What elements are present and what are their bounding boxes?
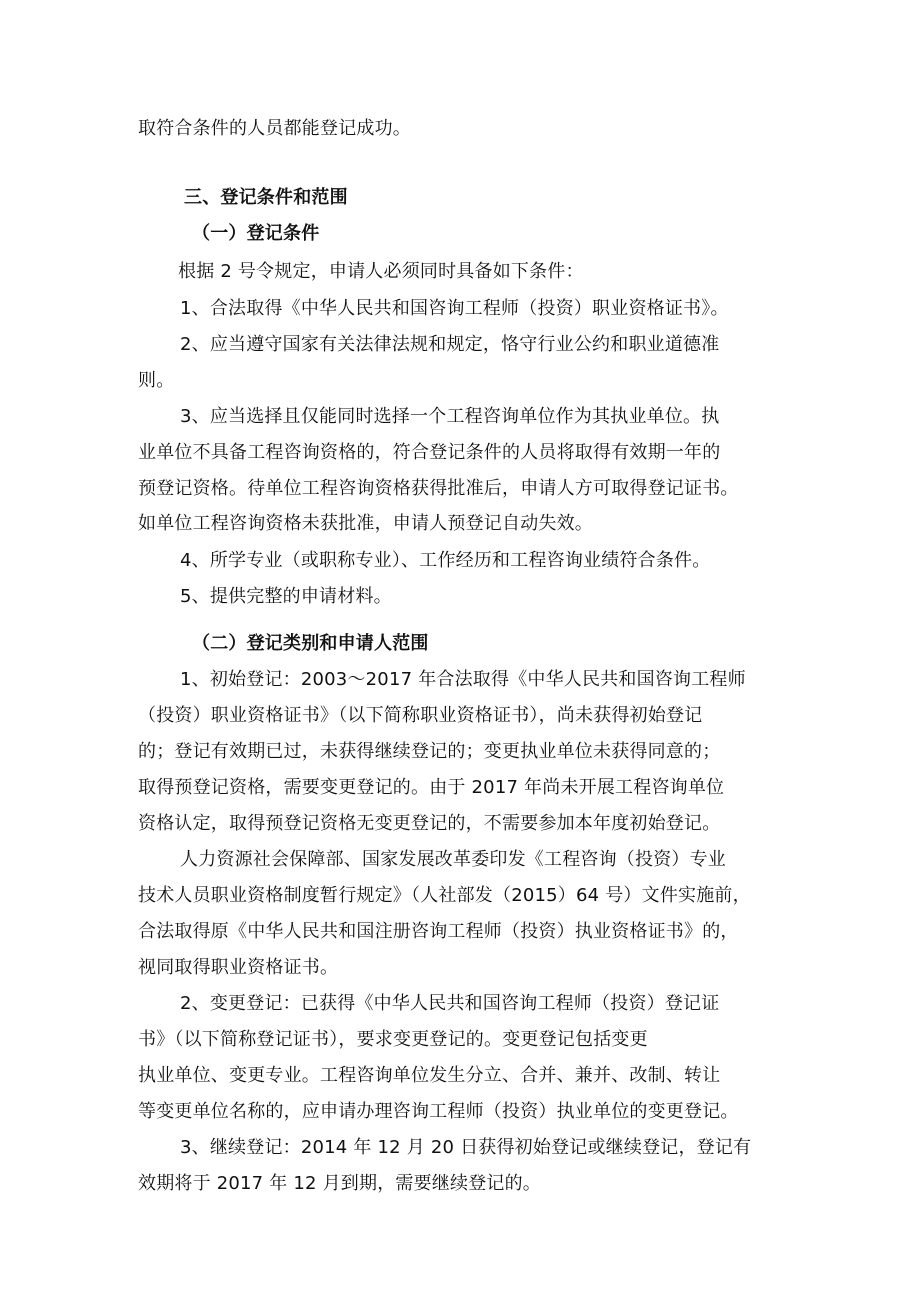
subsection-heading: （二）登记类别和申请人范围 [192, 633, 429, 654]
list-item: 1、合法取得《中华人民共和国咨询工程师（投资）职业资格证书》。 [180, 298, 729, 319]
text-line: 效期将于 2017 年 12 月到期，需要继续登记的。 [138, 1173, 541, 1194]
text-line: 取得预登记资格，需要变更登记的。由于 2017 年尚未开展工程咨询单位 [138, 777, 725, 798]
text-line: 根据 2 号令规定，申请人必须同时具备如下条件： [178, 261, 584, 282]
text-line: 技术人员职业资格制度暂行规定》（人社部发（2015）64 号）文件实施前， [138, 885, 751, 906]
text-line: 资格认定，取得预登记资格无变更登记的，不需要参加本年度初始登记。 [138, 813, 721, 834]
text-line: 的；登记有效期已过，未获得继续登记的；变更执业单位未获得同意的； [138, 741, 721, 762]
list-item: 3、应当选择且仅能同时选择一个工程咨询单位作为其执业单位。执 [180, 406, 720, 427]
text-line: 视同取得职业资格证书。 [138, 957, 339, 978]
text-line: 人力资源社会保障部、国家发展改革委印发《工程咨询（投资）专业 [180, 849, 726, 870]
text-line: 合法取得原《中华人民共和国注册咨询工程师（投资）执业资格证书》的， [138, 921, 739, 942]
text-line: 执业单位、变更专业。工程咨询单位发生分立、合并、兼并、改制、转让 [138, 1065, 721, 1086]
text-line: 取符合条件的人员都能登记成功。 [138, 118, 411, 139]
text-line: 书》（以下简称登记证书），要求变更登记的。变更登记包括变更 [138, 1029, 648, 1050]
text-line: 如单位工程咨询资格未获批准，申请人预登记自动失效。 [138, 513, 593, 534]
list-item: 3、继续登记：2014 年 12 月 20 日获得初始登记或继续登记，登记有 [180, 1137, 752, 1158]
list-item: 2、应当遵守国家有关法律法规和规定，恪守行业公约和职业道德准 [180, 334, 720, 355]
text-line: 等变更单位名称的，应申请办理咨询工程师（投资）执业单位的变更登记。 [138, 1101, 739, 1122]
text-line: 预登记资格。待单位工程咨询资格获得批准后，申请人方可取得登记证书。 [138, 478, 739, 499]
list-item: 4、所学专业（或职称专业）、工作经历和工程咨询业绩符合条件。 [180, 550, 711, 571]
section-heading: 三、登记条件和范围 [184, 187, 348, 208]
text-line: 业单位不具备工程咨询资格的，符合登记条件的人员将取得有效期一年的 [138, 442, 721, 463]
list-item: 1、初始登记：2003～2017 年合法取得《中华人民共和国咨询工程师 [180, 669, 746, 690]
subsection-heading: （一）登记条件 [192, 223, 320, 244]
text-line: （投资）职业资格证书》（以下简称职业资格证书），尚未获得初始登记 [138, 705, 703, 726]
list-item: 5、提供完整的申请材料。 [180, 586, 392, 607]
list-item: 2、变更登记：已获得《中华人民共和国咨询工程师（投资）登记证 [180, 993, 720, 1014]
text-line: 则。 [138, 370, 175, 391]
